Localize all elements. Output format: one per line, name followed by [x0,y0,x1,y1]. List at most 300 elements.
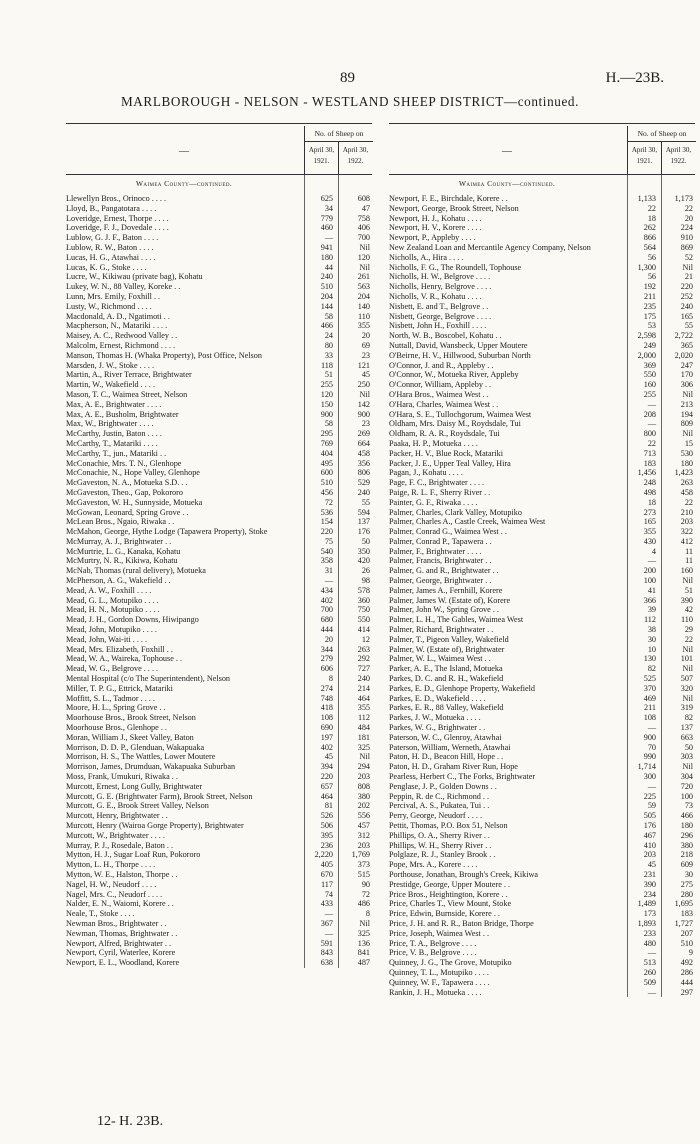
sheep-1921-cell: 550 [643,370,656,380]
table-row [66,831,372,841]
sheep-1922-cell: 183 [680,909,693,919]
owner-name-cell: Moran, William J., Skeet Valley, Baton [66,732,194,742]
table-row [389,468,695,478]
sheep-1921-cell: 1,456 [637,468,656,478]
sheep-1922-cell: 203 [357,772,370,782]
sheep-1922-cell: 303 [680,752,693,762]
owner-name-cell: North, W. B., Boscobel, Kohatu . . [389,331,502,341]
table-row [389,968,695,978]
table-row [66,527,372,537]
table-row [66,204,372,214]
owner-name-cell: Miller, T. P. G., Ettrick, Matariki [66,683,173,693]
sheep-1922-cell: 214 [357,683,370,693]
owner-name-cell: Murcott, Ernest, Long Gully, Brightwater [66,781,203,791]
table-row [66,703,372,713]
table-row [389,429,695,439]
table-row [389,390,695,400]
sheep-1921-cell: 505 [643,811,656,821]
owner-name-cell: Rankin, J. H., Motueka . . . . [389,987,482,997]
owner-name-cell: Nagel, Mrs. C., Neudorf . . . . [66,889,163,899]
sheep-1922-cell: 142 [357,399,370,409]
sheep-1921-cell: 41 [647,585,656,595]
owner-name-cell: Murray, P. J., Rosedale, Baton . . [66,840,174,850]
owner-name-cell: Parker, A. E., The Island, Motueka [389,664,503,674]
owner-name-cell: Palmer, G. and R., Brightwater . . [389,566,499,576]
table-row [66,821,372,831]
sheep-1922-cell: 297 [680,987,693,997]
sheep-1922-cell: 165 [680,311,693,321]
page-reference: H.—23B. [605,70,664,86]
owner-name-cell: Parkes, E. R., 88 Valley, Wakefield [389,703,504,713]
sheep-1921-cell: 108 [320,713,333,723]
sheep-1921-cell: 75 [324,536,333,546]
sheep-1921-cell: 10 [647,644,656,654]
table-row [389,762,695,772]
table-row [66,263,372,273]
sheep-1921-cell: 208 [643,409,656,419]
table-row [389,400,695,410]
owner-name-cell: Palmer, John W., Spring Grove . . [389,605,499,615]
table-row [66,576,372,586]
owner-name-cell: O'Hara, Charles, Waimea West . . [389,399,499,409]
owner-name-cell: Mead, John, Wai-iti . . . . [66,634,148,644]
table-row [389,860,695,870]
sheep-1921-cell: — [324,233,333,243]
sheep-1921-cell: 510 [320,478,333,488]
table-row [389,419,695,429]
sheep-1921-cell: 144 [320,301,333,311]
table-row [389,772,695,782]
sheep-1922-cell: 247 [680,360,693,370]
sheep-1922-cell: 507 [680,674,693,684]
owner-name-cell: Murcott, W., Brightwater . . . . [66,830,165,840]
table-row [66,439,372,449]
table-row [389,478,695,488]
table-row [66,566,372,576]
sheep-1921-cell: 4 [651,546,656,556]
owner-name-cell: Moorhouse Bros., Brook Street, Nelson [66,713,196,723]
sheep-1921-cell: 498 [643,487,656,497]
table-row [389,566,695,576]
owner-name-cell: Mytton, W. E., Halston, Thorpe . . [66,869,178,879]
sheep-1921-cell: 180 [320,252,333,262]
owner-name-cell: Paige, R. L. F., Sherry River . . [389,487,491,497]
owner-name-cell: Mead, G. L., Motupiko . . . . [66,595,159,605]
sheep-1921-cell: — [647,556,656,566]
owner-name-cell: Paterson, William, Werneth, Atawhai [389,742,511,752]
sheep-1921-cell: 20 [324,634,333,644]
owner-name-cell: Pagan, J., Kohatu . . . . [389,468,463,478]
table-row [66,361,372,371]
sheep-1921-cell: 369 [643,360,656,370]
table-row [66,939,372,949]
owner-name-cell: Price, Charles T., View Mount, Stoke [389,899,512,909]
owner-name-cell: Lunn, Mrs. Emily, Foxhill . . [66,291,161,301]
sheep-1921-cell: 154 [320,517,333,527]
owner-name-cell: Parkes, J. W., Motueka . . . . [389,713,481,723]
owner-name-cell: Palmer, W. L., Waimea West . . [389,654,491,664]
table-row [66,302,372,312]
sheep-1922-cell: 170 [680,370,693,380]
sheep-1922-cell: 50 [684,742,693,752]
table-row [66,400,372,410]
sheep-1922-cell: 275 [680,879,693,889]
table-row [389,831,695,841]
sheep-1922-cell: 42 [684,605,693,615]
owner-name-cell: McGaveston, N. A., Motueka S.D. . . [66,478,188,488]
table-row [66,419,372,429]
table-row [389,586,695,596]
owner-name-cell: McConachie, Mrs. T. N., Glenhope [66,458,182,468]
owner-name-cell: Newman, Thomas, Brightwater . . [66,928,178,938]
owner-name-cell: Lloyd, B., Pangatotara . . . . [66,203,157,213]
sheep-1921-cell: 51 [324,370,333,380]
table-row [66,772,372,782]
sheep-1922-cell: 292 [357,654,370,664]
table-row [389,282,695,292]
table-row [66,929,372,939]
sheep-1922-cell: 55 [684,321,693,331]
year-1922-header: April 30, 1922. [338,142,372,174]
table-row [66,860,372,870]
table-row [389,723,695,733]
owner-name-cell: Oldham, R. A. R., Roydsdale, Tui [389,429,500,439]
owner-name-cell: Lucre, W., Kikiwau (private bag), Kohatu [66,272,203,282]
owner-name-cell: Parkes, W. G., Brightwater . . [389,723,486,733]
table-row [389,302,695,312]
sheep-1921-cell: — [647,419,656,429]
sheep-1922-cell: 910 [680,233,693,243]
sheep-1921-cell: — [647,723,656,733]
sheep-1922-cell: 556 [357,811,370,821]
sheep-1922-cell: 210 [680,507,693,517]
table-row [389,703,695,713]
table-row [389,899,695,909]
sheep-1922-cell: 22 [684,497,693,507]
sheep-1922-cell: 261 [357,272,370,282]
table-row [66,547,372,557]
sheep-1922-cell: Nil [359,752,370,762]
sheep-1922-cell: 373 [357,860,370,870]
sheep-1922-cell: 286 [680,967,693,977]
sheep-1922-cell: 23 [361,419,370,429]
owner-name-cell: Macpherson, N., Matariki . . . . [66,321,168,331]
sheep-1921-cell: 769 [320,438,333,448]
sheep-1921-cell: 70 [647,742,656,752]
sheep-1921-cell: 344 [320,644,333,654]
sheep-1921-cell: 536 [320,507,333,517]
sheep-1921-cell: 430 [643,536,656,546]
sheep-1922-cell: 12 [361,634,370,644]
sheep-1921-cell: 236 [320,840,333,850]
table-row [389,664,695,674]
table-row [389,713,695,723]
sheep-1921-cell: 231 [643,869,656,879]
owner-name-cell: Polglaze, R. J., Stanley Brook . . [389,850,496,860]
sheep-1921-cell: 1,300 [637,262,656,272]
table-row [66,449,372,459]
table-row [389,880,695,890]
owner-name-cell: Palmer, James A., Fernhill, Korere [389,585,503,595]
sheep-1921-cell: 220 [320,527,333,537]
sheep-1922-cell: 420 [357,556,370,566]
sheep-count-header: No. of Sheep on [304,126,373,142]
sheep-1921-cell: 394 [320,762,333,772]
owner-name-cell: Nisbett, George, Belgrove . . . . [389,311,492,321]
sheep-1922-cell: Nil [682,664,693,674]
sheep-1922-cell: Nil [682,644,693,654]
sheep-1921-cell: 197 [320,732,333,742]
table-row [389,194,695,204]
sheep-1922-cell: 700 [357,233,370,243]
table-row [389,752,695,762]
owner-name-cell: Porthouse, Jonathan, Brough's Creek, Kikiwa [389,869,539,879]
owner-name-cell: Palmer, Richard, Brightwater . . [389,625,494,635]
sheep-1921-cell: 2,000 [637,350,656,360]
sheep-1922-cell: 806 [357,468,370,478]
owner-name-cell: O'Connor, W., Motueka River, Appleby [389,370,519,380]
sheep-1921-cell: 513 [643,958,656,968]
sheep-1922-cell: 2,722 [674,331,693,341]
owner-name-cell: Nisbett, John H., Foxhill . . . . [389,321,487,331]
sheep-1922-cell: 218 [680,850,693,860]
sheep-1922-cell: 380 [357,791,370,801]
sheep-1921-cell: 625 [320,194,333,203]
sheep-1922-cell: 380 [680,840,693,850]
sheep-1922-cell: 484 [357,723,370,733]
sheep-1922-cell: 110 [681,615,693,625]
table-row [66,909,372,919]
sheep-1922-cell: 240 [357,487,370,497]
table-row [66,459,372,469]
sheep-1921-cell: 366 [643,595,656,605]
sheep-1921-cell: 211 [644,703,656,713]
sheep-1922-cell: 22 [684,203,693,213]
sheep-1921-cell: 295 [320,429,333,439]
table-row [66,801,372,811]
sheep-1921-cell: 390 [643,879,656,889]
owner-name-cell: Packer, J. E., Upper Teal Valley, Hira [389,458,511,468]
table-row [389,517,695,527]
sheep-1921-cell: 273 [643,507,656,517]
sheep-1922-cell: 50 [361,536,370,546]
sheep-1921-cell: 990 [643,752,656,762]
owner-name-cell: Palmer, W. (Estate of), Brightwater [389,644,505,654]
table-row [389,605,695,615]
sheep-1921-cell: 274 [320,683,333,693]
sheep-1922-cell: 72 [361,889,370,899]
table-row [66,292,372,302]
owner-name-cell: Palmer, Conrad P., Tapawera . . [389,536,492,546]
table-row [66,214,372,224]
sheep-1922-cell: 220 [680,282,693,292]
table-row [66,321,372,331]
sheep-1922-cell: 486 [357,899,370,909]
sheep-1921-cell: 8 [328,674,333,684]
sheep-1922-cell: 487 [357,958,370,968]
year-1921-header: April 30, 1921. [627,142,661,174]
sheep-1921-cell: 22 [647,203,656,213]
owner-name-cell: Newport, George, Brook Street, Nelson [389,203,519,213]
sheep-1922-cell: 350 [357,546,370,556]
sheep-1921-cell: 255 [320,380,333,390]
sheep-1921-cell: 56 [647,272,656,282]
owner-name-cell: Mason, T. C., Waimea Street, Nelson [66,389,188,399]
owner-name-cell: O'Beirne, H. V., Hillwood, Suburban North [389,350,531,360]
owner-name-cell: Nalder, E. N., Waiomi, Korere . . [66,899,174,909]
owner-name-cell: Mytton, L. H., Thorpe . . . . [66,860,156,870]
sheep-1921-cell: 165 [643,517,656,527]
owner-name-cell: Mytton, H. J., Sugar Loaf Run, Pokororo [66,850,201,860]
table-row [66,841,372,851]
owner-name-cell: Newman Bros., Brightwater . . [66,918,167,928]
owner-name-cell: New Zealand Loan and Mercantile Agency Company, Nelson [389,242,591,252]
table-row [389,870,695,880]
sheep-1921-cell: 355 [643,527,656,537]
sheep-1921-cell: 526 [320,811,333,821]
sheep-1921-cell: 74 [324,889,333,899]
name-column-header: — [502,146,512,157]
sheep-1922-cell: 365 [680,340,693,350]
owner-name-cell: Price, T. A., Belgrove . . . . [389,938,477,948]
sheep-1921-cell: 173 [643,909,656,919]
sheep-1922-cell: 412 [680,536,693,546]
year-1921-header: April 30, 1921. [304,142,338,174]
owner-name-cell: Palmer, Conrad G., Waimea West . . [389,527,507,537]
owner-name-cell: Newport, P., Appleby . . . . [389,233,476,243]
sheep-1921-cell: 1,714 [637,762,656,772]
sheep-1921-cell: — [324,928,333,938]
owner-name-cell: Quinney, J. G., The Grove, Motupiko [389,958,512,968]
table-row [66,625,372,635]
table-row [66,850,372,860]
owner-name-cell: Mead, H. N., Motupiko . . . . [66,605,160,615]
sheep-1921-cell: 220 [320,772,333,782]
sheep-1921-cell: 509 [643,977,656,987]
sheep-1922-cell: Nil [359,242,370,252]
sheep-1922-cell: 530 [680,448,693,458]
sheep-1922-cell: 30 [684,869,693,879]
sheep-1922-cell: 414 [357,625,370,635]
section-heading: Waimea County—continued. [135,179,233,188]
sheep-1921-cell: 235 [643,301,656,311]
table-row [389,351,695,361]
sheep-1922-cell: 727 [357,664,370,674]
owner-name-cell: Mead, Mrs. Elizabeth, Foxhill . . [66,644,173,654]
table-row [66,253,372,263]
table-header [66,123,372,175]
owner-name-cell: Macdonald, A. D., Ngatimoti . . [66,311,170,321]
owner-name-cell: Nicholls, A., Hira . . . . [389,252,464,262]
owner-name-cell: O'Connor, William, Appleby . . [389,380,492,390]
table-row [66,351,372,361]
owner-name-cell: McPherson, A. G., Wakefield . . [66,576,171,586]
table-row [389,654,695,664]
table-row [66,537,372,547]
owner-name-cell: Pearless, Herbert C., The Forks, Brightwater [389,772,536,782]
sheep-1922-cell: 52 [684,252,693,262]
table-row [389,498,695,508]
table-row [389,625,695,635]
table-row [389,410,695,420]
sheep-1922-cell: 2,020 [674,350,693,360]
sheep-1921-cell: 495 [320,458,333,468]
sheep-1922-cell: 758 [357,213,370,223]
sheep-1922-cell: Nil [682,262,693,272]
owner-name-cell: Peppin, R. de C., Richmond . . [389,791,490,801]
sheep-1922-cell: 529 [357,478,370,488]
sheep-1921-cell: 59 [647,801,656,811]
sheep-1921-cell: 434 [320,585,333,595]
owner-name-cell: Loveridge, Ernest, Thorpe . . . . [66,213,169,223]
sheep-1922-cell: 466 [680,811,693,821]
table-row [389,694,695,704]
sheep-1921-cell: 72 [324,497,333,507]
owner-name-cell: Martin, W., Wakefield . . . . [66,380,156,390]
sheep-1921-cell: 1,133 [637,194,656,203]
sheep-1921-cell: 606 [320,664,333,674]
sheep-1921-cell: — [647,781,656,791]
sheep-1921-cell: 600 [320,468,333,478]
sheep-1921-cell: 30 [647,634,656,644]
owner-name-cell: Price, Joseph, Waimea West . . [389,928,490,938]
table-row [66,733,372,743]
owner-name-cell: Paton, H. D., Graham River Run, Hope [389,762,518,772]
table-row [389,341,695,351]
table-row [66,899,372,909]
sheep-1922-cell: 320 [680,683,693,693]
table-row [66,645,372,655]
owner-name-cell: Newport, E. L., Woodland, Korere [66,958,180,968]
sheep-1922-cell: 325 [357,928,370,938]
footer-signature: 12- H. 23B. [97,1114,164,1129]
owner-name-cell: Prestidge, George, Upper Moutere . . [389,879,511,889]
table-row [389,919,695,929]
sheep-1922-cell: 720 [680,781,693,791]
owner-name-cell: Lublow, G. J. F., Baton . . . . [66,233,159,243]
owner-name-cell: Malcolm, Ernest, Richmond . . . . [66,340,176,350]
table-row [389,782,695,792]
owner-name-cell: Palmer, F., Brightwater . . . . [389,546,482,556]
owner-name-cell: Morrison, D. D. P., Glenduan, Wakapuaka [66,742,205,752]
owner-name-cell: O'Hara Bros., Waimea West . . [389,389,489,399]
owner-name-cell: Murcott, Henry (Wairoa Gorge Property), Brightwater [66,821,244,830]
table-row [389,988,695,998]
table-row [66,674,372,684]
sheep-1921-cell: 800 [643,429,656,439]
owner-name-cell: Perry, George, Neudorf . . . . [389,811,482,821]
sheep-1922-cell: 240 [680,301,693,311]
sheep-1921-cell: 1,489 [637,899,656,909]
sheep-1922-cell: 194 [680,409,693,419]
table-row [66,223,372,233]
sheep-count-header: No. of Sheep on [627,126,696,142]
table-row [389,370,695,380]
sheep-1921-cell: 2,598 [637,331,656,341]
sheep-1922-cell: 240 [357,674,370,684]
sheep-1922-cell: 609 [680,860,693,870]
sheep-1922-cell: 360 [357,595,370,605]
sheep-1921-cell: 460 [320,223,333,233]
sheep-1921-cell: 225 [643,791,656,801]
sheep-1922-cell: 1,423 [674,468,693,478]
sheep-1921-cell: 433 [320,899,333,909]
sheep-1921-cell: 160 [643,380,656,390]
sheep-1921-cell: 44 [324,262,333,272]
sheep-1922-cell: 69 [361,340,370,350]
table-row [389,576,695,586]
table-row [66,478,372,488]
